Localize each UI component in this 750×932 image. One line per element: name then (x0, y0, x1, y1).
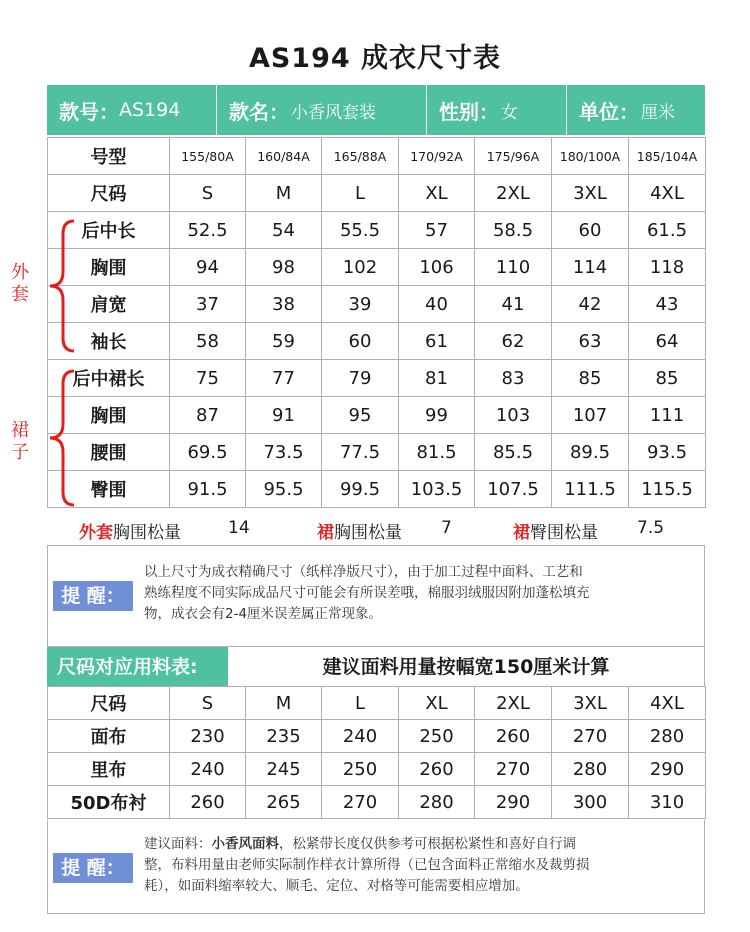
table-cell: 107.5 (475, 471, 552, 508)
table-cell: 58 (170, 323, 246, 360)
row-label: 胸围 (48, 249, 170, 286)
skirt-row (48, 360, 706, 397)
table-cell: 290 (475, 786, 552, 819)
table-cell: 99.5 (322, 471, 399, 508)
size-row (48, 175, 706, 212)
skirt-hip-ease-value: 7.5 (637, 518, 665, 538)
table-cell: 270 (552, 720, 629, 753)
table-cell: 106 (399, 249, 475, 286)
row-label: 50D布衬 (48, 786, 170, 819)
table-cell: 240 (170, 753, 246, 786)
material-size-row (48, 687, 706, 720)
note-box-1 (47, 546, 705, 646)
table-cell: 54 (246, 212, 322, 249)
table-cell: 85 (629, 360, 706, 397)
table-cell: 310 (629, 786, 706, 819)
table-cell: 99 (399, 397, 475, 434)
table-cell: 155/80A (170, 138, 246, 175)
table-cell: 98 (246, 249, 322, 286)
table-cell: 91.5 (170, 471, 246, 508)
gender-label: 性别： (439, 99, 499, 124)
row-label: 号型 (48, 138, 170, 175)
table-cell: 40 (399, 286, 475, 323)
table-cell: 79 (322, 360, 399, 397)
table-cell: 77.5 (322, 434, 399, 471)
note1-line-2: 熟练程度不同实际成品尺寸可能会有所误差哦，棉服羽绒服因附加蓬松填充 (144, 585, 590, 601)
table-cell: 59 (246, 323, 322, 360)
table-cell: 265 (246, 786, 322, 819)
table-cell: 61 (399, 323, 475, 360)
note1-tag: 提 醒： (53, 581, 133, 611)
note1-line-3: 物，成衣会有2-4厘米误差属正常现象。 (144, 606, 383, 622)
style-no-value: AS194 (119, 99, 181, 121)
table-cell: 103.5 (399, 471, 475, 508)
table-cell: 118 (629, 249, 706, 286)
skirt-row (48, 471, 706, 508)
row-label: 尺码 (48, 175, 170, 212)
table-cell: 280 (399, 786, 475, 819)
skirt-chest-ease-value: 7 (441, 518, 452, 538)
ease-row (47, 511, 705, 546)
table-cell: 87 (170, 397, 246, 434)
note2-line-3: 耗），如面料缩率较大、顺毛、定位、对格等可能需要相应增加。 (144, 878, 529, 894)
row-label: 袖长 (48, 323, 170, 360)
table-cell: 55.5 (322, 212, 399, 249)
skirt-chest-ease: 裙胸围松量 (317, 523, 402, 543)
table-cell: 270 (322, 786, 399, 819)
table-cell: 83 (475, 360, 552, 397)
note-box-2 (47, 820, 705, 914)
table-cell: 89.5 (552, 434, 629, 471)
table-cell: 165/88A (322, 138, 399, 175)
table-cell: 110 (475, 249, 552, 286)
table-cell: 290 (629, 753, 706, 786)
table-cell: S (170, 687, 246, 720)
material-bar (47, 646, 705, 686)
table-cell: 73.5 (246, 434, 322, 471)
table-cell: 85.5 (475, 434, 552, 471)
table-cell: L (322, 175, 399, 212)
skirt-brace-icon (46, 368, 76, 508)
material-row (48, 753, 706, 786)
coat-row (48, 323, 706, 360)
row-label: 后中裙长 (48, 360, 170, 397)
table-cell: XL (399, 175, 475, 212)
table-cell: 85 (552, 360, 629, 397)
table-cell: 64 (629, 323, 706, 360)
row-label: 肩宽 (48, 286, 170, 323)
note2-text (144, 834, 700, 897)
table-cell: 91 (246, 397, 322, 434)
table-cell: 3XL (552, 175, 629, 212)
table-cell: 94 (170, 249, 246, 286)
table-cell: XL (399, 687, 475, 720)
table-cell: 111 (629, 397, 706, 434)
coat-ease: 外套胸围松量 (79, 523, 181, 543)
table-cell: 185/104A (629, 138, 706, 175)
style-name-cell (217, 85, 427, 135)
table-cell: 170/92A (399, 138, 475, 175)
table-cell: 111.5 (552, 471, 629, 508)
table-cell: 63 (552, 323, 629, 360)
row-label: 面布 (48, 720, 170, 753)
table-cell: 60 (322, 323, 399, 360)
table-cell: 260 (399, 753, 475, 786)
skirt-hip-ease: 裙臀围松量 (513, 523, 598, 543)
table-cell: 37 (170, 286, 246, 323)
table-cell: 39 (322, 286, 399, 323)
info-header (47, 85, 705, 135)
table-cell: 62 (475, 323, 552, 360)
table-cell: 180/100A (552, 138, 629, 175)
table-cell: 230 (170, 720, 246, 753)
unit-label: 单位： (579, 99, 639, 124)
material-row (48, 720, 706, 753)
size-chart-table (47, 137, 706, 508)
table-cell: 114 (552, 249, 629, 286)
table-cell: 4XL (629, 175, 706, 212)
style-name-label: 款名： (229, 99, 289, 124)
table-cell: S (170, 175, 246, 212)
table-cell: 52.5 (170, 212, 246, 249)
table-cell: 93.5 (629, 434, 706, 471)
coat-row (48, 249, 706, 286)
material-bar-label: 尺码对应用料表: (47, 647, 228, 687)
style-no-label: 款号： (59, 99, 119, 124)
note2-line-1: 建议面料：小香风面料，松紧带长度仅供参考可根据松紧性和喜好自行调 (144, 836, 576, 852)
table-cell: 42 (552, 286, 629, 323)
table-cell: 60 (552, 212, 629, 249)
table-cell: 2XL (475, 687, 552, 720)
table-cell: 280 (552, 753, 629, 786)
table-cell: M (246, 687, 322, 720)
table-cell: 270 (475, 753, 552, 786)
table-cell: 160/84A (246, 138, 322, 175)
coat-row (48, 212, 706, 249)
material-row (48, 786, 706, 819)
note2-line-2: 整，布料用量由老师实际制作样衣计算所得（已包含面料正常缩水及裁剪损 (144, 857, 590, 873)
page-title: AS194 成衣尺寸表 (248, 43, 502, 74)
table-cell: 75 (170, 360, 246, 397)
unit-value: 厘米 (641, 102, 675, 123)
note2-fabric-name: 小香风面料 (211, 836, 279, 852)
model-row (48, 138, 706, 175)
table-cell: 2XL (475, 175, 552, 212)
skirt-row (48, 397, 706, 434)
table-cell: 81 (399, 360, 475, 397)
table-cell: 280 (629, 720, 706, 753)
gender-value: 女 (501, 102, 518, 123)
material-table (47, 686, 706, 819)
table-cell: 4XL (629, 687, 706, 720)
note1-text (144, 562, 700, 625)
row-label: 后中长 (48, 212, 170, 249)
table-cell: 41 (475, 286, 552, 323)
row-label: 臀围 (48, 471, 170, 508)
table-cell: 240 (322, 720, 399, 753)
table-cell: 250 (322, 753, 399, 786)
row-label: 腰围 (48, 434, 170, 471)
table-cell: 58.5 (475, 212, 552, 249)
table-cell: 103 (475, 397, 552, 434)
style-no-cell (47, 85, 217, 135)
gender-cell (427, 85, 567, 135)
table-cell: 102 (322, 249, 399, 286)
coat-row (48, 286, 706, 323)
table-cell: 245 (246, 753, 322, 786)
coat-ease-value: 14 (228, 518, 250, 538)
row-label: 尺码 (48, 687, 170, 720)
table-cell: 77 (246, 360, 322, 397)
table-cell: 69.5 (170, 434, 246, 471)
table-cell: 43 (629, 286, 706, 323)
table-cell: 38 (246, 286, 322, 323)
unit-cell (567, 85, 705, 135)
table-cell: 3XL (552, 687, 629, 720)
table-cell: M (246, 175, 322, 212)
note1-line-1: 以上尺寸为成衣精确尺寸（纸样净版尺寸），由于加工过程中面料、工艺和 (144, 564, 583, 580)
table-cell: 57 (399, 212, 475, 249)
style-name-value: 小香风套装 (291, 102, 376, 123)
table-cell: 300 (552, 786, 629, 819)
table-cell: 115.5 (629, 471, 706, 508)
row-label: 胸围 (48, 397, 170, 434)
note2-tag: 提 醒： (53, 853, 133, 883)
coat-brace-icon (46, 218, 76, 354)
skirt-row (48, 434, 706, 471)
table-cell: 95 (322, 397, 399, 434)
skirt-group-label: 裙子 (11, 420, 29, 463)
table-cell: 260 (475, 720, 552, 753)
table-cell: L (322, 687, 399, 720)
table-cell: 250 (399, 720, 475, 753)
table-cell: 260 (170, 786, 246, 819)
coat-group-label: 外套 (11, 262, 29, 305)
table-cell: 107 (552, 397, 629, 434)
material-calc-note: 建议面料用量按幅宽150厘米计算 (322, 656, 610, 678)
row-label: 里布 (48, 753, 170, 786)
table-cell: 61.5 (629, 212, 706, 249)
table-cell: 175/96A (475, 138, 552, 175)
table-cell: 95.5 (246, 471, 322, 508)
table-cell: 81.5 (399, 434, 475, 471)
table-cell: 235 (246, 720, 322, 753)
